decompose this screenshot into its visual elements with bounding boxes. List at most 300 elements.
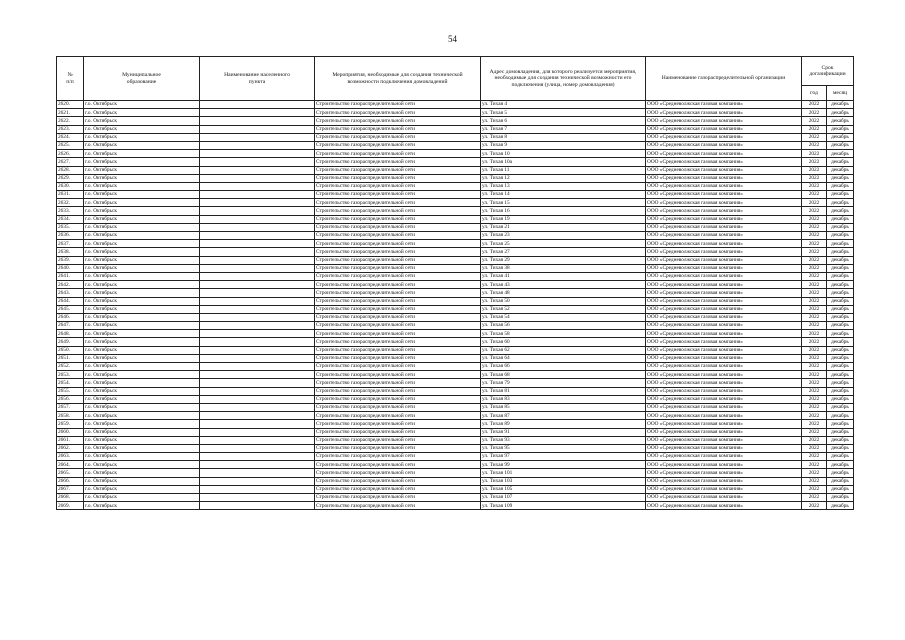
- table-row: [57, 354, 854, 362]
- row-year: 2022: [802, 420, 827, 428]
- row-settlement: [200, 485, 315, 493]
- row-municipality: г.о. Октябрьск: [84, 158, 200, 166]
- row-month: декабрь: [827, 232, 854, 240]
- row-address: ул. Тихая 14: [481, 191, 646, 199]
- row-number: 2628.: [57, 166, 84, 174]
- row-settlement: [200, 150, 315, 158]
- row-year: 2022: [802, 485, 827, 493]
- row-number: 2621.: [57, 109, 84, 117]
- row-organization: ООО «Средневолжская газовая компания»: [646, 477, 802, 485]
- row-settlement: [200, 272, 315, 280]
- row-organization: ООО «Средневолжская газовая компания»: [646, 117, 802, 125]
- row-number: 2624.: [57, 133, 84, 141]
- row-year: 2022: [802, 182, 827, 190]
- table-row: [57, 289, 854, 297]
- row-measure: Строительство газораспределительной сети: [315, 469, 481, 477]
- table-row: [57, 248, 854, 256]
- row-municipality: г.о. Октябрьск: [84, 469, 200, 477]
- row-measure: Строительство газораспределительной сети: [315, 346, 481, 354]
- row-number: 2659.: [57, 420, 84, 428]
- row-year: 2022: [802, 199, 827, 207]
- row-measure: Строительство газораспределительной сети: [315, 207, 481, 215]
- row-year: 2022: [802, 322, 827, 330]
- row-number: 2664.: [57, 461, 84, 469]
- row-municipality: г.о. Октябрьск: [84, 281, 200, 289]
- row-address: ул. Тихая 95: [481, 444, 646, 452]
- row-measure: Строительство газораспределительной сети: [315, 322, 481, 330]
- row-measure: Строительство газораспределительной сети: [315, 313, 481, 321]
- table-row: [57, 240, 854, 248]
- row-number: 2639.: [57, 256, 84, 264]
- row-organization: ООО «Средневолжская газовая компания»: [646, 174, 802, 182]
- row-municipality: г.о. Октябрьск: [84, 166, 200, 174]
- row-measure: Строительство газораспределительной сети: [315, 403, 481, 411]
- row-settlement: [200, 297, 315, 305]
- row-settlement: [200, 215, 315, 223]
- row-measure: Строительство газораспределительной сети: [315, 223, 481, 231]
- row-municipality: г.о. Октябрьск: [84, 461, 200, 469]
- row-organization: ООО «Средневолжская газовая компания»: [646, 428, 802, 436]
- row-address: ул. Тихая 19: [481, 215, 646, 223]
- header-month: месяц: [827, 86, 854, 101]
- row-settlement: [200, 207, 315, 215]
- row-number: 2623.: [57, 125, 84, 133]
- row-settlement: [200, 477, 315, 485]
- row-settlement: [200, 354, 315, 362]
- row-month: декабрь: [827, 174, 854, 182]
- row-year: 2022: [802, 125, 827, 133]
- row-organization: ООО «Средневолжская газовая компания»: [646, 371, 802, 379]
- row-number: 2641.: [57, 272, 84, 280]
- row-number: 2655.: [57, 387, 84, 395]
- row-address: ул. Тихая 105: [481, 485, 646, 493]
- row-municipality: г.о. Октябрьск: [84, 289, 200, 297]
- row-number: 2660.: [57, 428, 84, 436]
- table-row: [57, 403, 854, 411]
- row-measure: Строительство газораспределительной сети: [315, 215, 481, 223]
- row-number: 2661.: [57, 436, 84, 444]
- row-municipality: г.о. Октябрьск: [84, 297, 200, 305]
- row-number: 2649.: [57, 338, 84, 346]
- table-row: [57, 182, 854, 190]
- row-month: декабрь: [827, 264, 854, 272]
- row-municipality: г.о. Октябрьск: [84, 420, 200, 428]
- row-measure: Строительство газораспределительной сети: [315, 248, 481, 256]
- table-row: [57, 133, 854, 141]
- row-year: 2022: [802, 461, 827, 469]
- row-month: декабрь: [827, 207, 854, 215]
- row-measure: Строительство газораспределительной сети: [315, 109, 481, 117]
- row-measure: Строительство газораспределительной сети: [315, 428, 481, 436]
- row-organization: ООО «Средневолжская газовая компания»: [646, 240, 802, 248]
- row-month: декабрь: [827, 150, 854, 158]
- row-year: 2022: [802, 477, 827, 485]
- table-row: [57, 371, 854, 379]
- row-measure: Строительство газораспределительной сети: [315, 436, 481, 444]
- row-year: 2022: [802, 150, 827, 158]
- row-number: 2638.: [57, 248, 84, 256]
- row-month: декабрь: [827, 166, 854, 174]
- row-municipality: г.о. Октябрьск: [84, 101, 200, 109]
- row-measure: Строительство газораспределительной сети: [315, 477, 481, 485]
- row-number: 2633.: [57, 207, 84, 215]
- row-settlement: [200, 494, 315, 502]
- row-organization: ООО «Средневолжская газовая компания»: [646, 494, 802, 502]
- row-month: декабрь: [827, 477, 854, 485]
- row-settlement: [200, 453, 315, 461]
- row-municipality: г.о. Октябрьск: [84, 191, 200, 199]
- table-row: [57, 281, 854, 289]
- row-measure: Строительство газораспределительной сети: [315, 371, 481, 379]
- row-year: 2022: [802, 117, 827, 125]
- header-measure: Мероприятия, необходимые для создания технической возможности подключения домовладений: [315, 57, 481, 101]
- row-month: декабрь: [827, 281, 854, 289]
- row-month: декабрь: [827, 141, 854, 149]
- row-organization: ООО «Средневолжская газовая компания»: [646, 403, 802, 411]
- row-organization: ООО «Средневолжская газовая компания»: [646, 158, 802, 166]
- row-month: декабрь: [827, 272, 854, 280]
- row-year: 2022: [802, 264, 827, 272]
- row-settlement: [200, 338, 315, 346]
- row-organization: ООО «Средневолжская газовая компания»: [646, 363, 802, 371]
- row-month: декабрь: [827, 502, 854, 510]
- row-address: ул. Тихая 12: [481, 174, 646, 182]
- row-municipality: г.о. Октябрьск: [84, 453, 200, 461]
- row-settlement: [200, 264, 315, 272]
- row-municipality: г.о. Октябрьск: [84, 387, 200, 395]
- row-address: ул. Тихая 101: [481, 469, 646, 477]
- row-number: 2663.: [57, 453, 84, 461]
- row-settlement: [200, 305, 315, 313]
- row-year: 2022: [802, 256, 827, 264]
- row-organization: ООО «Средневолжская газовая компания»: [646, 436, 802, 444]
- row-settlement: [200, 141, 315, 149]
- row-year: 2022: [802, 191, 827, 199]
- table-row: [57, 485, 854, 493]
- row-measure: Строительство газораспределительной сети: [315, 101, 481, 109]
- row-organization: ООО «Средневолжская газовая компания»: [646, 297, 802, 305]
- registry-table: [56, 56, 854, 510]
- row-year: 2022: [802, 133, 827, 141]
- row-settlement: [200, 158, 315, 166]
- row-organization: ООО «Средневолжская газовая компания»: [646, 330, 802, 338]
- row-measure: Строительство газораспределительной сети: [315, 379, 481, 387]
- table-row: [57, 191, 854, 199]
- row-number: 2640.: [57, 264, 84, 272]
- row-organization: ООО «Средневолжская газовая компания»: [646, 469, 802, 477]
- row-measure: Строительство газораспределительной сети: [315, 305, 481, 313]
- row-address: ул. Тихая 87: [481, 412, 646, 420]
- row-address: ул. Тихая 79: [481, 379, 646, 387]
- row-number: 2657.: [57, 403, 84, 411]
- table-row: [57, 453, 854, 461]
- row-organization: ООО «Средневолжская газовая компания»: [646, 223, 802, 231]
- row-measure: Строительство газораспределительной сети: [315, 125, 481, 133]
- row-measure: Строительство газораспределительной сети: [315, 453, 481, 461]
- row-settlement: [200, 379, 315, 387]
- row-organization: ООО «Средневолжская газовая компания»: [646, 379, 802, 387]
- row-year: 2022: [802, 240, 827, 248]
- row-year: 2022: [802, 330, 827, 338]
- table-row: [57, 223, 854, 231]
- row-municipality: г.о. Октябрьск: [84, 354, 200, 362]
- row-municipality: г.о. Октябрьск: [84, 485, 200, 493]
- table-row: [57, 363, 854, 371]
- row-number: 2647.: [57, 322, 84, 330]
- row-number: 2637.: [57, 240, 84, 248]
- row-year: 2022: [802, 158, 827, 166]
- row-organization: ООО «Средневолжская газовая компания»: [646, 387, 802, 395]
- row-organization: ООО «Средневолжская газовая компания»: [646, 207, 802, 215]
- row-number: 2652.: [57, 363, 84, 371]
- row-measure: Строительство газораспределительной сети: [315, 444, 481, 452]
- table-row: [57, 272, 854, 280]
- row-organization: ООО «Средневолжская газовая компания»: [646, 109, 802, 117]
- row-organization: ООО «Средневолжская газовая компания»: [646, 150, 802, 158]
- row-address: ул. Тихая 27: [481, 248, 646, 256]
- row-address: ул. Тихая 10: [481, 150, 646, 158]
- table-row: [57, 477, 854, 485]
- row-measure: Строительство газораспределительной сети: [315, 387, 481, 395]
- row-month: декабрь: [827, 436, 854, 444]
- row-organization: ООО «Средневолжская газовая компания»: [646, 264, 802, 272]
- row-year: 2022: [802, 281, 827, 289]
- table-row: [57, 117, 854, 125]
- row-number: 2644.: [57, 297, 84, 305]
- row-municipality: г.о. Октябрьск: [84, 346, 200, 354]
- row-measure: Строительство газораспределительной сети: [315, 240, 481, 248]
- table-row: [57, 150, 854, 158]
- row-year: 2022: [802, 248, 827, 256]
- row-address: ул. Тихая 64: [481, 354, 646, 362]
- row-organization: ООО «Средневолжская газовая компания»: [646, 412, 802, 420]
- row-year: 2022: [802, 387, 827, 395]
- row-month: декабрь: [827, 494, 854, 502]
- row-measure: Строительство газораспределительной сети: [315, 264, 481, 272]
- row-address: ул. Тихая 99: [481, 461, 646, 469]
- row-organization: ООО «Средневолжская газовая компания»: [646, 453, 802, 461]
- row-address: ул. Тихая 41: [481, 272, 646, 280]
- row-address: ул. Тихая 11: [481, 166, 646, 174]
- row-settlement: [200, 502, 315, 510]
- table-row: [57, 199, 854, 207]
- row-measure: Строительство газораспределительной сети: [315, 182, 481, 190]
- row-year: 2022: [802, 403, 827, 411]
- row-number: 2635.: [57, 223, 84, 231]
- table-row: [57, 330, 854, 338]
- table-row: [57, 305, 854, 313]
- row-measure: Строительство газораспределительной сети: [315, 191, 481, 199]
- row-year: 2022: [802, 346, 827, 354]
- row-number: 2648.: [57, 330, 84, 338]
- row-address: ул. Тихая 66: [481, 363, 646, 371]
- row-settlement: [200, 363, 315, 371]
- row-address: ул. Тихая 5: [481, 109, 646, 117]
- row-address: ул. Тихая 6: [481, 117, 646, 125]
- row-number: 2669.: [57, 502, 84, 510]
- row-municipality: г.о. Октябрьск: [84, 207, 200, 215]
- row-year: 2022: [802, 444, 827, 452]
- row-measure: Строительство газораспределительной сети: [315, 232, 481, 240]
- row-address: ул. Тихая 109: [481, 502, 646, 510]
- row-measure: Строительство газораспределительной сети: [315, 461, 481, 469]
- row-settlement: [200, 420, 315, 428]
- table-row: [57, 379, 854, 387]
- row-organization: ООО «Средневолжская газовая компания»: [646, 502, 802, 510]
- row-number: 2634.: [57, 215, 84, 223]
- row-month: декабрь: [827, 395, 854, 403]
- row-year: 2022: [802, 215, 827, 223]
- row-number: 2629.: [57, 174, 84, 182]
- row-month: декабрь: [827, 371, 854, 379]
- row-number: 2653.: [57, 371, 84, 379]
- row-number: 2631.: [57, 191, 84, 199]
- row-month: декабрь: [827, 248, 854, 256]
- row-month: декабрь: [827, 330, 854, 338]
- row-settlement: [200, 469, 315, 477]
- row-settlement: [200, 191, 315, 199]
- row-month: декабрь: [827, 305, 854, 313]
- table-row: [57, 313, 854, 321]
- row-measure: Строительство газораспределительной сети: [315, 420, 481, 428]
- row-municipality: г.о. Октябрьск: [84, 371, 200, 379]
- row-organization: ООО «Средневолжская газовая компания»: [646, 141, 802, 149]
- row-organization: ООО «Средневолжская газовая компания»: [646, 199, 802, 207]
- row-month: декабрь: [827, 240, 854, 248]
- table-row: [57, 125, 854, 133]
- row-settlement: [200, 289, 315, 297]
- row-year: 2022: [802, 109, 827, 117]
- row-settlement: [200, 313, 315, 321]
- row-address: ул. Тихая 13: [481, 182, 646, 190]
- row-settlement: [200, 371, 315, 379]
- row-month: декабрь: [827, 313, 854, 321]
- table-row: [57, 346, 854, 354]
- row-month: декабрь: [827, 403, 854, 411]
- row-month: декабрь: [827, 191, 854, 199]
- row-year: 2022: [802, 363, 827, 371]
- row-year: 2022: [802, 428, 827, 436]
- row-measure: Строительство газораспределительной сети: [315, 338, 481, 346]
- row-organization: ООО «Средневолжская газовая компания»: [646, 256, 802, 264]
- row-municipality: г.о. Октябрьск: [84, 330, 200, 338]
- table-row: [57, 387, 854, 395]
- row-organization: ООО «Средневолжская газовая компания»: [646, 322, 802, 330]
- table-row: [57, 461, 854, 469]
- row-municipality: г.о. Октябрьск: [84, 436, 200, 444]
- row-month: декабрь: [827, 428, 854, 436]
- row-number: 2666.: [57, 477, 84, 485]
- row-month: декабрь: [827, 215, 854, 223]
- row-organization: ООО «Средневолжская газовая компания»: [646, 281, 802, 289]
- row-settlement: [200, 199, 315, 207]
- table-row: [57, 469, 854, 477]
- row-year: 2022: [802, 232, 827, 240]
- row-settlement: [200, 256, 315, 264]
- row-settlement: [200, 403, 315, 411]
- row-number: 2642.: [57, 281, 84, 289]
- row-month: декабрь: [827, 223, 854, 231]
- table-row: [57, 207, 854, 215]
- row-month: декабрь: [827, 256, 854, 264]
- row-organization: ООО «Средневолжская газовая компания»: [646, 485, 802, 493]
- row-organization: ООО «Средневолжская газовая компания»: [646, 272, 802, 280]
- table-row: [57, 158, 854, 166]
- row-measure: Строительство газораспределительной сети: [315, 174, 481, 182]
- row-organization: ООО «Средневолжская газовая компания»: [646, 125, 802, 133]
- row-settlement: [200, 232, 315, 240]
- row-number: 2632.: [57, 199, 84, 207]
- row-month: декабрь: [827, 346, 854, 354]
- row-address: ул. Тихая 107: [481, 494, 646, 502]
- table-row: [57, 256, 854, 264]
- table-row: [57, 412, 854, 420]
- row-organization: ООО «Средневолжская газовая компания»: [646, 191, 802, 199]
- row-municipality: г.о. Октябрьск: [84, 248, 200, 256]
- table-row: [57, 166, 854, 174]
- row-address: ул. Тихая 16: [481, 207, 646, 215]
- row-organization: ООО «Средневолжская газовая компания»: [646, 313, 802, 321]
- row-address: ул. Тихая 56: [481, 322, 646, 330]
- row-year: 2022: [802, 469, 827, 477]
- row-number: 2651.: [57, 354, 84, 362]
- header-number: № п/п: [57, 57, 84, 101]
- row-municipality: г.о. Октябрьск: [84, 313, 200, 321]
- row-measure: Строительство газораспределительной сети: [315, 150, 481, 158]
- row-number: 2656.: [57, 395, 84, 403]
- row-number: 2667.: [57, 485, 84, 493]
- row-organization: ООО «Средневолжская газовая компания»: [646, 461, 802, 469]
- row-measure: Строительство газораспределительной сети: [315, 395, 481, 403]
- header-organization: Наименование газораспределительной организации: [646, 57, 802, 101]
- row-month: декабрь: [827, 387, 854, 395]
- row-settlement: [200, 109, 315, 117]
- header-term: Срок догазификации: [802, 57, 854, 86]
- row-number: 2643.: [57, 289, 84, 297]
- row-organization: ООО «Средневолжская газовая компания»: [646, 248, 802, 256]
- row-settlement: [200, 412, 315, 420]
- row-municipality: г.о. Октябрьск: [84, 338, 200, 346]
- row-measure: Строительство газораспределительной сети: [315, 354, 481, 362]
- row-number: 2645.: [57, 305, 84, 313]
- row-month: декабрь: [827, 133, 854, 141]
- row-address: ул. Тихая 81: [481, 387, 646, 395]
- table-body: [57, 101, 854, 510]
- row-municipality: г.о. Октябрьск: [84, 109, 200, 117]
- table-row: [57, 264, 854, 272]
- row-organization: ООО «Средневолжская газовая компания»: [646, 420, 802, 428]
- row-month: декабрь: [827, 363, 854, 371]
- row-address: ул. Тихая 97: [481, 453, 646, 461]
- table-row: [57, 494, 854, 502]
- row-municipality: г.о. Октябрьск: [84, 502, 200, 510]
- row-organization: ООО «Средневолжская газовая компания»: [646, 101, 802, 109]
- table-row: [57, 232, 854, 240]
- row-municipality: г.о. Октябрьск: [84, 133, 200, 141]
- row-month: декабрь: [827, 485, 854, 493]
- row-municipality: г.о. Октябрьск: [84, 272, 200, 280]
- row-measure: Строительство газораспределительной сети: [315, 494, 481, 502]
- row-address: ул. Тихая 58: [481, 330, 646, 338]
- row-month: декабрь: [827, 420, 854, 428]
- row-municipality: г.о. Октябрьск: [84, 264, 200, 272]
- row-year: 2022: [802, 141, 827, 149]
- row-month: декабрь: [827, 101, 854, 109]
- row-organization: ООО «Средневолжская газовая компания»: [646, 215, 802, 223]
- row-settlement: [200, 346, 315, 354]
- row-municipality: г.о. Октябрьск: [84, 240, 200, 248]
- row-settlement: [200, 444, 315, 452]
